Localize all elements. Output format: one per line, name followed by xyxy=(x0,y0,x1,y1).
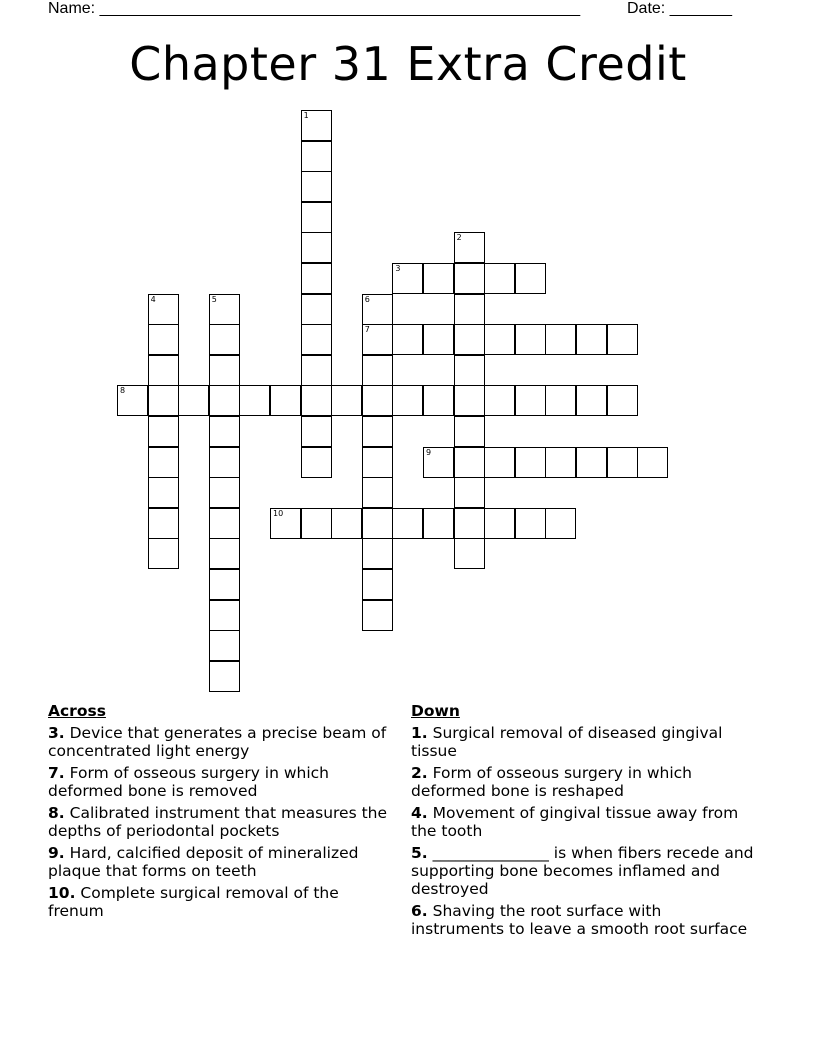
clue-number-label: 4 xyxy=(150,294,156,304)
grid-cell[interactable] xyxy=(148,477,179,508)
grid-cell[interactable] xyxy=(362,355,393,386)
clue-text: Calibrated instrument that measures the depths of periodontal pockets xyxy=(48,804,388,840)
grid-cell[interactable] xyxy=(423,447,454,478)
clue-number: 2. xyxy=(411,764,428,782)
grid-cell[interactable] xyxy=(484,324,515,355)
grid-cell[interactable] xyxy=(392,385,423,416)
grid-cell[interactable] xyxy=(545,324,576,355)
grid-cell[interactable] xyxy=(209,416,240,447)
grid-cell[interactable] xyxy=(392,263,423,294)
clue-text: Hard, calcified deposit of mineralized plaque that forms on teeth xyxy=(48,844,359,880)
grid-cell[interactable] xyxy=(454,508,485,539)
grid-cell[interactable] xyxy=(331,508,362,539)
grid-cell[interactable] xyxy=(209,447,240,478)
grid-cell[interactable] xyxy=(362,324,393,355)
grid-cell[interactable] xyxy=(331,385,362,416)
grid-cell[interactable] xyxy=(148,355,179,386)
clue-number: 9. xyxy=(48,844,65,862)
clue-number: 5. xyxy=(411,844,428,862)
grid-cell[interactable] xyxy=(545,447,576,478)
grid-cell[interactable] xyxy=(362,447,393,478)
grid-cell[interactable] xyxy=(178,385,209,416)
grid-cell[interactable] xyxy=(454,477,485,508)
grid-cell[interactable] xyxy=(301,202,332,233)
grid-cell[interactable] xyxy=(484,385,515,416)
grid-cell[interactable] xyxy=(576,447,607,478)
across-clue xyxy=(48,884,393,920)
grid-cell[interactable] xyxy=(148,294,179,325)
grid-cell[interactable] xyxy=(209,600,240,631)
clue-number-label: 6 xyxy=(364,294,370,304)
grid-cell[interactable] xyxy=(209,385,240,416)
grid-cell[interactable] xyxy=(484,263,515,294)
grid-cell[interactable] xyxy=(423,324,454,355)
grid-cell[interactable] xyxy=(454,538,485,569)
grid-cell[interactable] xyxy=(148,508,179,539)
clue-number: 1. xyxy=(411,724,428,742)
grid-cell[interactable] xyxy=(270,508,301,539)
grid-cell[interactable] xyxy=(362,477,393,508)
down-heading: Down xyxy=(411,702,460,720)
clue-number-label: 1 xyxy=(303,111,309,120)
clue-text: Movement of gingival tissue away from the tooth xyxy=(411,804,739,840)
down-clue xyxy=(411,764,756,800)
grid-cell[interactable] xyxy=(362,416,393,447)
grid-cell[interactable] xyxy=(209,630,240,661)
clue-number: 7. xyxy=(48,764,65,782)
grid-cell[interactable] xyxy=(301,232,332,263)
clue-number-label: 2 xyxy=(456,233,462,243)
grid-cell[interactable] xyxy=(148,385,179,416)
grid-cell[interactable] xyxy=(209,355,240,386)
clue-text: Form of osseous surgery in which deformed bone is removed xyxy=(48,764,330,800)
grid-cell[interactable] xyxy=(148,324,179,355)
grid-cell[interactable] xyxy=(362,569,393,600)
grid-cell[interactable] xyxy=(301,385,332,416)
grid-cell[interactable] xyxy=(515,447,546,478)
clue-number-label: 7 xyxy=(364,325,370,335)
grid-cell[interactable] xyxy=(239,385,270,416)
grid-cell[interactable] xyxy=(515,263,546,294)
grid-cell[interactable] xyxy=(484,447,515,478)
down-clue xyxy=(411,902,756,938)
grid-cell[interactable] xyxy=(545,385,576,416)
grid-cell[interactable] xyxy=(515,385,546,416)
grid-cell[interactable] xyxy=(117,385,148,416)
grid-cell[interactable] xyxy=(423,385,454,416)
clue-number-label: 3 xyxy=(395,264,401,273)
grid-cell[interactable] xyxy=(484,508,515,539)
page-title: Chapter 31 Extra Credit xyxy=(129,37,687,91)
grid-cell[interactable] xyxy=(148,447,179,478)
grid-cell[interactable] xyxy=(362,538,393,569)
across-clue xyxy=(48,724,393,760)
clue-number-label: 10 xyxy=(273,508,284,518)
clue-number: 4. xyxy=(411,804,428,822)
across-clue xyxy=(48,804,393,840)
grid-cell[interactable] xyxy=(423,263,454,294)
grid-cell[interactable] xyxy=(515,324,546,355)
grid-cell[interactable] xyxy=(392,324,423,355)
grid-cell[interactable] xyxy=(576,324,607,355)
clue-text: Form of osseous surgery in which deformed bone is reshaped xyxy=(411,764,693,800)
grid-cell[interactable] xyxy=(148,538,179,569)
grid-cell[interactable] xyxy=(637,447,668,478)
grid-cell[interactable] xyxy=(392,508,423,539)
down-clue xyxy=(411,804,756,840)
grid-cell[interactable] xyxy=(301,508,332,539)
grid-cell[interactable] xyxy=(454,263,485,294)
grid-cell[interactable] xyxy=(301,416,332,447)
grid-cell[interactable] xyxy=(301,171,332,202)
down-clue xyxy=(411,844,756,898)
grid-cell[interactable] xyxy=(362,508,393,539)
clue-text: Complete surgical removal of the frenum xyxy=(48,884,339,920)
clue-number-label: 8 xyxy=(120,386,126,396)
grid-cell[interactable] xyxy=(209,477,240,508)
down-clues xyxy=(411,702,756,942)
grid-cell[interactable] xyxy=(301,447,332,478)
clue-number-label: 9 xyxy=(426,447,432,457)
grid-cell[interactable] xyxy=(270,385,301,416)
clue-number: 3. xyxy=(48,724,65,742)
grid-cell[interactable] xyxy=(209,508,240,539)
date-field-label: Date: _______ xyxy=(627,0,732,17)
grid-cell[interactable] xyxy=(362,385,393,416)
clue-text: Surgical removal of diseased gingival tissue xyxy=(411,724,723,760)
grid-cell[interactable] xyxy=(301,294,332,325)
clue-number-label: 5 xyxy=(211,294,217,304)
grid-cell[interactable] xyxy=(454,355,485,386)
name-field-label: Name: ______________________________________________________ xyxy=(48,0,581,17)
clue-text: _______________ is when fibers recede and supporting bone becomes inflamed and destroyed xyxy=(411,844,754,898)
clue-text: Device that generates a precise beam of concentrated light energy xyxy=(48,724,387,760)
across-clues xyxy=(48,702,393,924)
grid-cell[interactable] xyxy=(423,508,454,539)
grid-cell[interactable] xyxy=(209,294,240,325)
grid-cell[interactable] xyxy=(301,110,332,141)
grid-cell[interactable] xyxy=(148,416,179,447)
down-clue xyxy=(411,724,756,760)
grid-cell[interactable] xyxy=(454,294,485,325)
across-heading: Across xyxy=(48,702,106,720)
grid-cell[interactable] xyxy=(454,416,485,447)
grid-cell[interactable] xyxy=(576,385,607,416)
across-clue xyxy=(48,764,393,800)
grid-cell[interactable] xyxy=(209,661,240,692)
grid-cell[interactable] xyxy=(301,141,332,172)
grid-cell[interactable] xyxy=(209,324,240,355)
grid-cell[interactable] xyxy=(454,447,485,478)
grid-cell[interactable] xyxy=(209,569,240,600)
clue-number: 8. xyxy=(48,804,65,822)
grid-cell[interactable] xyxy=(454,232,485,263)
grid-cell[interactable] xyxy=(454,324,485,355)
grid-cell[interactable] xyxy=(607,447,638,478)
grid-cell[interactable] xyxy=(545,508,576,539)
grid-cell[interactable] xyxy=(301,324,332,355)
grid-cell[interactable] xyxy=(301,355,332,386)
grid-cell[interactable] xyxy=(209,538,240,569)
clue-number: 6. xyxy=(411,902,428,920)
grid-cell[interactable] xyxy=(301,263,332,294)
grid-cell[interactable] xyxy=(454,385,485,416)
grid-cell[interactable] xyxy=(362,600,393,631)
across-clue xyxy=(48,844,393,880)
grid-cell[interactable] xyxy=(515,508,546,539)
clue-number: 10. xyxy=(48,884,76,902)
grid-cell[interactable] xyxy=(362,294,393,325)
clue-text: Shaving the root surface with instruments to leave a smooth root surface xyxy=(411,902,748,938)
grid-cell[interactable] xyxy=(607,324,638,355)
grid-cell[interactable] xyxy=(607,385,638,416)
